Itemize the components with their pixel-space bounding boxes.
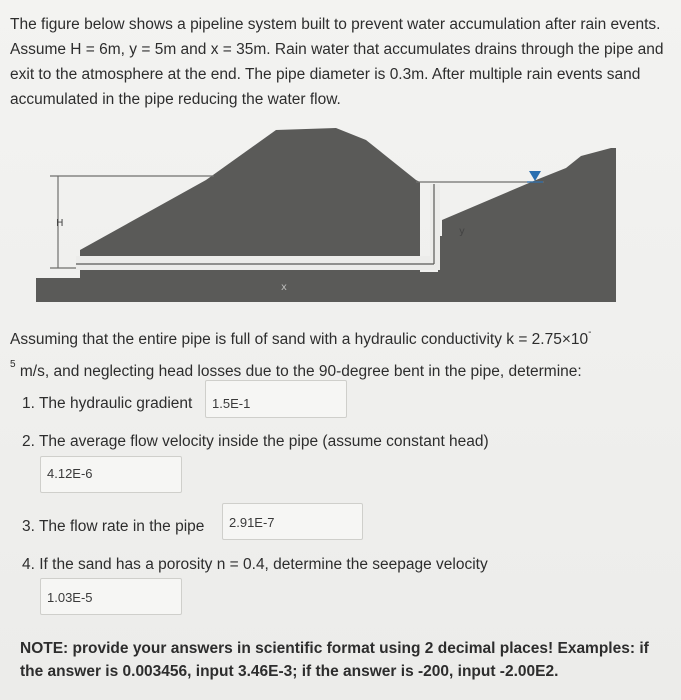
problem-intro: The figure below shows a pipeline system built to prevent water accumulation after rain events. Assume H = 6m, y = 5m and x = 35m. Rain water that accumulates drains through the pipe and exit to the atmosphere at the end. The pipe diameter is 0.3m. After multiple rain events sand accumulated in the pipe reducing the water flow. — [10, 16, 664, 108]
pipeline-diagram — [36, 120, 662, 310]
answer-field-2[interactable] — [40, 456, 182, 493]
ground-mass — [36, 128, 616, 302]
label-h: H — [56, 218, 64, 229]
question-1-label: 1. The hydraulic gradient — [22, 395, 193, 412]
answer-value-4: 1.03E-5 — [47, 590, 93, 605]
answer-field-4[interactable] — [40, 578, 182, 615]
answer-value-3: 2.91E-7 — [229, 515, 275, 530]
pipeline-figure — [36, 120, 662, 310]
question-3-label: 3. The flow rate in the pipe — [22, 518, 205, 535]
question-intro-text: Assuming that the entire pipe is full of sand with a hydraulic conductivity k = 2.75×10 — [10, 331, 589, 348]
answer-value-1: 1.5E-1 — [212, 396, 251, 411]
question-intro-exp-top: - — [588, 327, 592, 338]
question-intro — [10, 320, 670, 384]
answer-field-3[interactable] — [222, 503, 363, 540]
label-y: y — [459, 226, 465, 237]
question-intro-exp-bottom: 5 — [10, 359, 16, 370]
answer-value-2: 4.12E-6 — [47, 466, 93, 481]
question-2-label: 2. The average flow velocity inside the pipe (assume constant head) — [22, 433, 489, 450]
question-4-label: 4. If the sand has a porosity n = 0.4, determine the seepage velocity — [22, 556, 488, 573]
format-note: NOTE: provide your answers in scientific format using 2 decimal places! Examples: if the answer is 0.003456, input 3.46E-3; if the answer is -200, input -2.00E2. — [20, 640, 649, 680]
question-intro-text-2: m/s, and neglecting head losses due to the 90-degree bent in the pipe, determine: — [15, 363, 582, 380]
answer-field-1[interactable] — [205, 380, 347, 418]
label-x: x — [281, 282, 287, 293]
